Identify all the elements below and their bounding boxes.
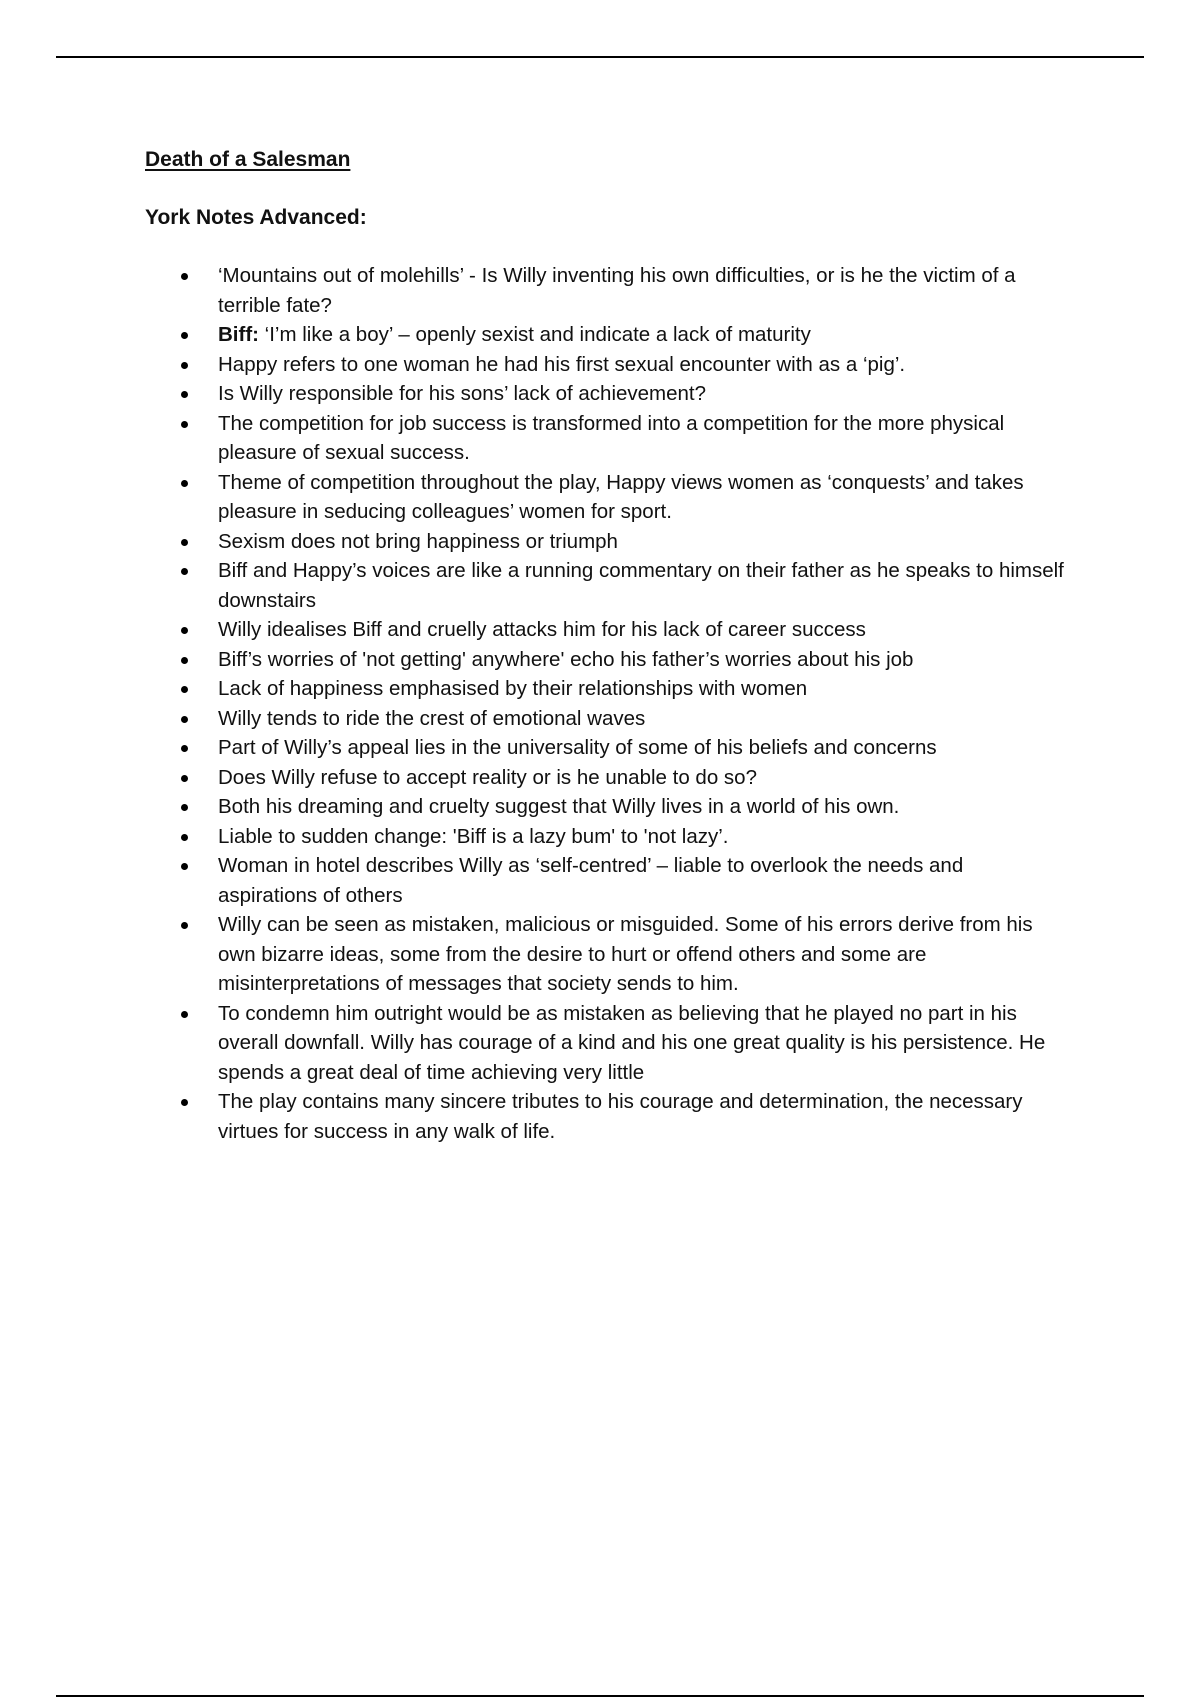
list-item [145,527,1065,557]
list-item-text: The competition for job success is transformed into a competition for the more physical pleasure of sexual success. [218,411,1005,464]
list-item-text: ‘I’m like a boy’ – openly sexist and indicate a lack of maturity [258,323,811,346]
bullet-icon [181,775,188,782]
bullet-icon [181,362,188,369]
bullet-icon [181,332,188,339]
list-item [145,615,1065,645]
list-item-text: Theme of competition throughout the play, Happy views women as ‘conquests’ and takes pleasure in seducing colleagues’ women for sport. [218,470,1024,523]
bullet-icon [181,686,188,693]
list-item [145,910,1065,999]
bullet-icon [181,421,188,428]
list-item-text: Sexism does not bring happiness or triumph [218,529,618,553]
list-item [145,822,1065,852]
list-item-text: The play contains many sincere tributes to his courage and determination, the necessary virtues for success in any walk of life. [218,1090,1023,1143]
bullet-icon [181,863,188,870]
list-item-text: Biff’s worries of 'not getting' anywhere' echo his father’s worries about his job [218,647,914,671]
list-item-text: ‘Mountains out of molehills’ - Is Willy inventing his own difficulties, or is he the victim of a terrible fate? [218,264,1016,317]
list-item-text: Willy can be seen as mistaken, malicious or misguided. Some of his errors derive from his own bizarre ideas, some from the desire to hurt or offend others and some are misinterpretations of messages that society sends to him. [218,913,1033,995]
bullet-icon [181,1011,188,1018]
bullet-icon [181,273,188,280]
list-item [145,261,1065,320]
list-item [145,704,1065,734]
bullet-icon [181,834,188,841]
bullet-icon [181,1099,188,1106]
list-item [145,674,1065,704]
document-title: Death of a Salesman [145,148,351,171]
list-item-text: Happy refers to one woman he had his first sexual encounter with as a ‘pig’. [218,352,906,376]
list-item-text: Part of Willy’s appeal lies in the universality of some of his beliefs and concerns [218,736,937,759]
list-item-text: Does Willy refuse to accept reality or is he unable to do so? [218,765,757,789]
list-item [145,792,1065,822]
list-item [145,556,1065,615]
list-item-text: Both his dreaming and cruelty suggest that Willy lives in a world of his own. [218,795,900,818]
bullet-icon [181,922,188,929]
list-item [145,999,1065,1088]
list-item [145,763,1065,793]
list-item [145,1087,1065,1146]
list-item-text: Willy idealises Biff and cruelly attacks him for his lack of career success [218,618,866,641]
bullet-icon [181,804,188,811]
list-item-text: Liable to sudden change: 'Biff is a lazy bum' to 'not lazy’. [218,824,729,848]
notes-list [145,261,1065,1146]
bullet-icon [181,716,188,723]
list-item [145,851,1065,910]
document-body [145,145,1065,1146]
section-heading: York Notes Advanced: [145,206,367,229]
list-item [145,733,1065,763]
page-top-rule [56,56,1144,58]
list-item [145,645,1065,675]
list-item [145,468,1065,527]
bullet-icon [181,568,188,575]
bullet-icon [181,745,188,752]
list-item [145,320,1065,350]
bullet-icon [181,480,188,487]
list-item-text: Is Willy responsible for his sons’ lack of achievement? [218,382,707,405]
bullet-icon [181,627,188,634]
bullet-icon [181,657,188,664]
bullet-icon [181,391,188,398]
list-item-text: Biff and Happy’s voices are like a running commentary on their father as he speaks to himself downstairs [218,559,1064,612]
list-item-text: Woman in hotel describes Willy as ‘self-centred’ – liable to overlook the needs and aspirations of others [218,854,964,907]
list-item [145,350,1065,380]
list-item-text: To condemn him outright would be as mistaken as believing that he played no part in his overall downfall. Willy has courage of a kind and his one great quality is his persistence. He spends a great deal of time achieving very little [218,1001,1046,1084]
list-item [145,379,1065,409]
page-bottom-rule [56,1695,1144,1697]
list-item [145,409,1065,468]
list-item-lead: Biff: [218,323,259,346]
bullet-icon [181,539,188,546]
list-item-text: Lack of happiness emphasised by their relationships with women [218,677,808,700]
list-item-text: Willy tends to ride the crest of emotional waves [218,706,646,730]
